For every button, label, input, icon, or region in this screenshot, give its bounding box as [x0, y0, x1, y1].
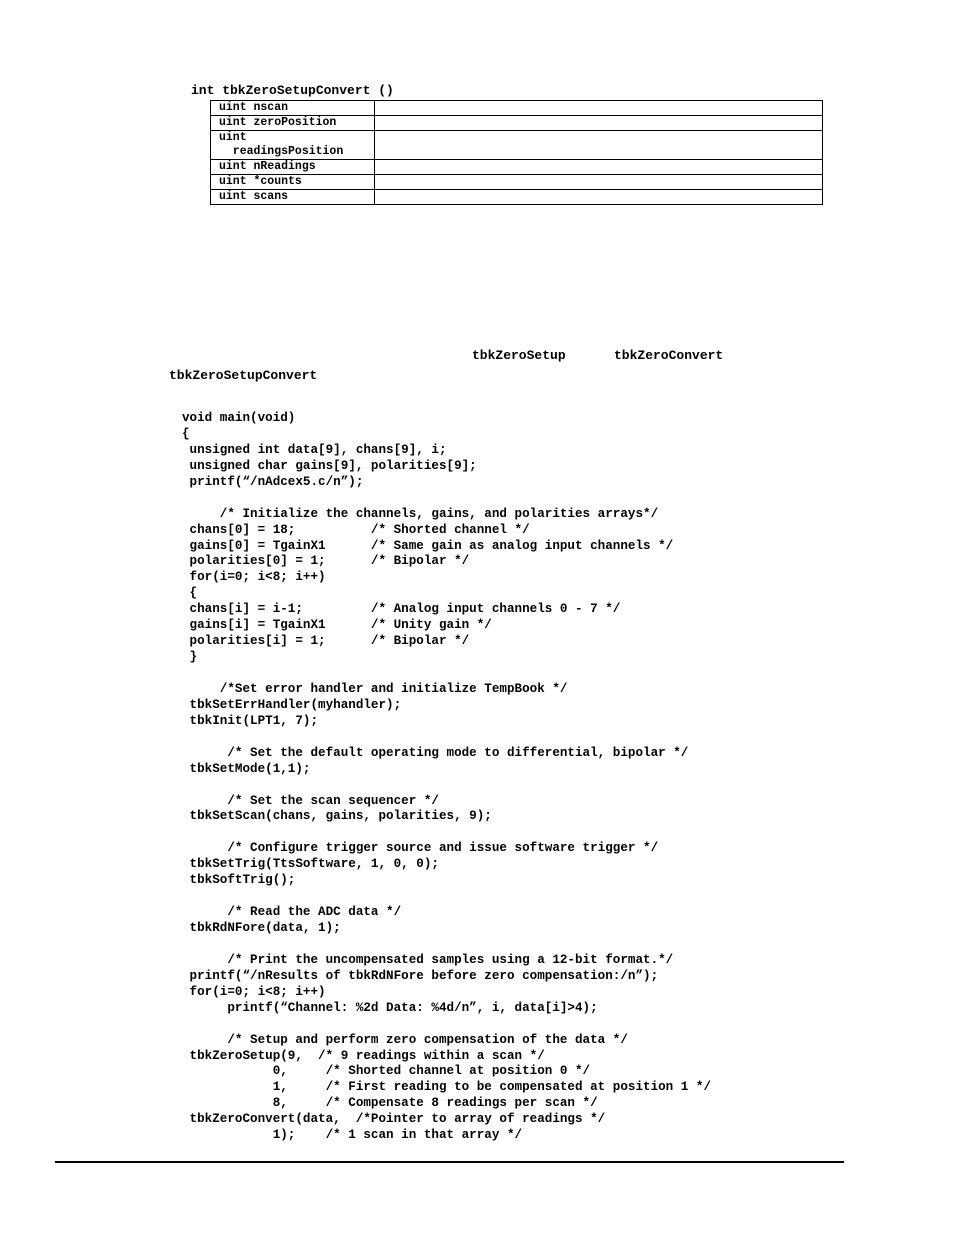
code-line: gains[i] = TgainX1 /* Unity gain */: [182, 618, 492, 633]
code-line: [182, 491, 711, 507]
param-name: uint nscan: [211, 101, 375, 116]
code-line: /*Set error handler and initialize TempBook */: [182, 681, 568, 696]
code-line: [182, 1017, 711, 1033]
code-line: /* Initialize the channels, gains, and polarities arrays*/: [182, 506, 659, 521]
param-description: [374, 175, 822, 190]
code-line: /* Read the ADC data */: [182, 905, 402, 920]
code-line: }: [182, 650, 198, 665]
param-row: [211, 131, 823, 160]
code-line: tbkSetTrig(TtsSoftware, 1, 0, 0);: [182, 857, 439, 872]
param-name: uint zeroPosition: [211, 116, 375, 131]
code-line: 8, /* Compensate 8 readings per scan */: [182, 1096, 598, 1111]
code-line: polarities[0] = 1; /* Bipolar */: [182, 554, 470, 569]
code-example: [182, 411, 711, 1144]
code-line: [182, 666, 711, 682]
param-name: uint *counts: [211, 175, 375, 190]
code-line: {: [182, 426, 190, 441]
code-line: tbkSetErrHandler(myhandler);: [182, 697, 402, 712]
code-line: printf(“/nAdcex5.c/n”);: [182, 474, 364, 489]
code-line: tbkSoftTrig();: [182, 873, 296, 888]
code-line: {: [182, 586, 198, 601]
code-line: 1); /* 1 scan in that array */: [182, 1128, 523, 1143]
code-line: tbkSetScan(chans, gains, polarities, 9);: [182, 809, 492, 824]
code-line: tbkSetMode(1,1);: [182, 761, 311, 776]
parameter-table: [210, 100, 823, 205]
code-line: gains[0] = TgainX1 /* Same gain as analog input channels */: [182, 538, 674, 553]
param-row: [211, 190, 823, 205]
param-description: [374, 131, 822, 160]
code-line: polarities[i] = 1; /* Bipolar */: [182, 634, 470, 649]
code-line: [182, 730, 711, 746]
param-description: [374, 190, 822, 205]
code-line: /* Set the scan sequencer */: [182, 793, 439, 808]
code-line: [182, 937, 711, 953]
code-line: chans[i] = i-1; /* Analog input channels 0 - 7 */: [182, 602, 621, 617]
reference-zero-setup: tbkZeroSetup: [472, 348, 566, 363]
code-line: tbkZeroConvert(data, /*Pointer to array of readings */: [182, 1112, 606, 1127]
param-row: [211, 175, 823, 190]
param-row: [211, 160, 823, 175]
code-line: void main(void): [182, 411, 296, 425]
footer-divider: [55, 1161, 844, 1163]
param-name: uint readingsPosition: [211, 131, 375, 160]
function-signature: int tbkZeroSetupConvert (): [191, 83, 394, 98]
param-row: [211, 116, 823, 131]
code-line: for(i=0; i<8; i++): [182, 984, 326, 999]
code-line: /* Set the default operating mode to differential, bipolar */: [182, 745, 689, 760]
code-line: /* Configure trigger source and issue software trigger */: [182, 841, 659, 856]
code-line: /* Print the uncompensated samples using a 12-bit format.*/: [182, 952, 674, 967]
code-line: unsigned char gains[9], polarities[9];: [182, 458, 477, 473]
reference-zero-setup-convert: tbkZeroSetupConvert: [169, 368, 318, 383]
reference-zero-convert: tbkZeroConvert: [614, 348, 724, 363]
param-description: [374, 160, 822, 175]
code-line: [182, 778, 711, 794]
param-row: [211, 101, 823, 116]
code-line: printf(“Channel: %2d Data: %4d/n”, i, data[i]>4);: [182, 1000, 598, 1015]
param-name: uint nReadings: [211, 160, 375, 175]
code-line: 1, /* First reading to be compensated at position 1 */: [182, 1080, 712, 1095]
code-line: printf(“/nResults of tbkRdNFore before zero compensation:/n”);: [182, 968, 659, 983]
code-line: [182, 825, 711, 841]
param-description: [374, 101, 822, 116]
code-line: /* Setup and perform zero compensation of the data */: [182, 1032, 628, 1047]
code-line: tbkZeroSetup(9, /* 9 readings within a scan */: [182, 1048, 545, 1063]
code-line: [182, 889, 711, 905]
param-description: [374, 116, 822, 131]
code-line: for(i=0; i<8; i++): [182, 570, 326, 585]
code-line: chans[0] = 18; /* Shorted channel */: [182, 522, 530, 537]
param-name: uint scans: [211, 190, 375, 205]
code-line: unsigned int data[9], chans[9], i;: [182, 442, 447, 457]
code-line: 0, /* Shorted channel at position 0 */: [182, 1064, 591, 1079]
code-line: tbkRdNFore(data, 1);: [182, 921, 341, 935]
code-line: tbkInit(LPT1, 7);: [182, 713, 319, 728]
